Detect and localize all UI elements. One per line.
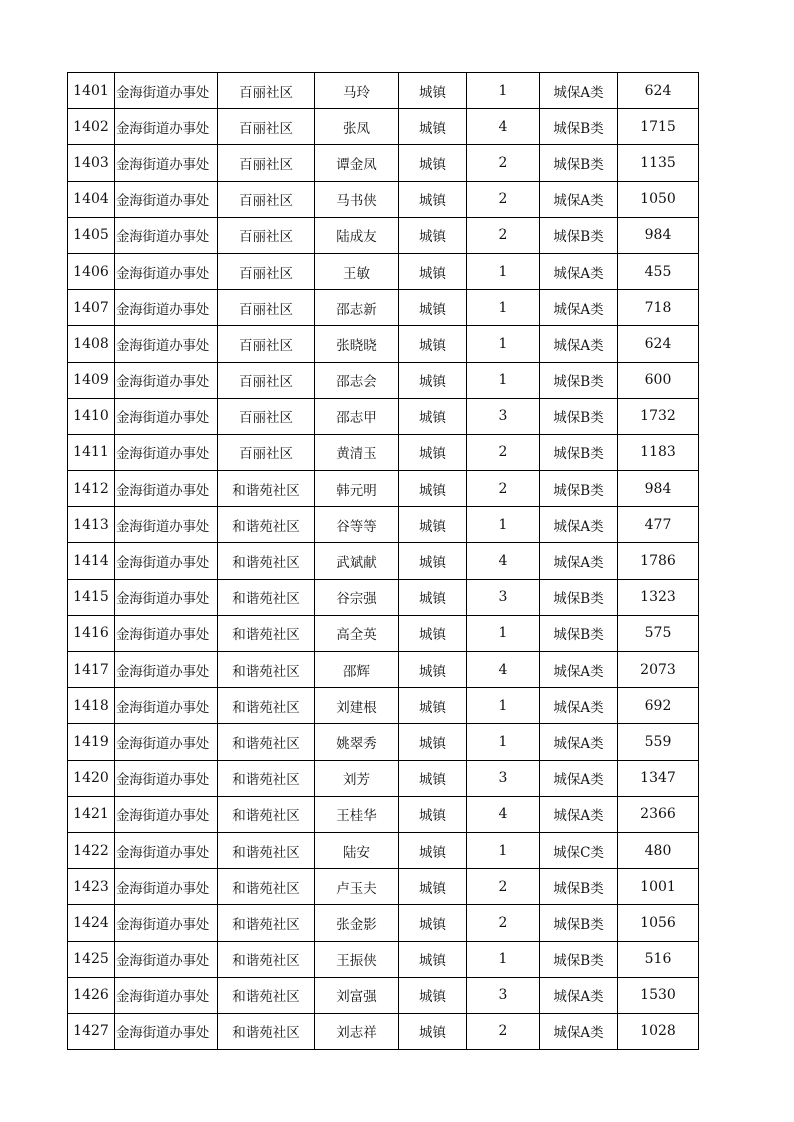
- cell-amount: 624: [618, 73, 699, 109]
- cell-category: 城保A类: [540, 326, 618, 362]
- cell-name: 王敏: [315, 253, 399, 289]
- cell-community: 百丽社区: [218, 73, 315, 109]
- cell-amount: 1323: [618, 579, 699, 615]
- cell-area: 城镇: [399, 217, 467, 253]
- cell-community: 百丽社区: [218, 362, 315, 398]
- cell-area: 城镇: [399, 362, 467, 398]
- cell-household-count: 3: [467, 760, 540, 796]
- cell-serial-number: 1425: [68, 941, 115, 977]
- cell-name: 刘富强: [315, 977, 399, 1013]
- cell-community: 和谐苑社区: [218, 543, 315, 579]
- cell-community: 百丽社区: [218, 145, 315, 181]
- cell-name: 张金影: [315, 905, 399, 941]
- table-row: [68, 471, 699, 507]
- cell-category: 城保A类: [540, 507, 618, 543]
- table-row: [68, 579, 699, 615]
- table-row: [68, 688, 699, 724]
- cell-office: 金海街道办事处: [115, 543, 218, 579]
- roster-body: [68, 73, 699, 1050]
- table-row: [68, 832, 699, 868]
- cell-name: 刘建根: [315, 688, 399, 724]
- cell-serial-number: 1416: [68, 615, 115, 651]
- cell-area: 城镇: [399, 615, 467, 651]
- cell-name: 韩元明: [315, 471, 399, 507]
- cell-area: 城镇: [399, 398, 467, 434]
- cell-category: 城保B类: [540, 145, 618, 181]
- cell-household-count: 2: [467, 905, 540, 941]
- cell-area: 城镇: [399, 760, 467, 796]
- cell-household-count: 2: [467, 145, 540, 181]
- cell-household-count: 1: [467, 832, 540, 868]
- cell-category: 城保A类: [540, 688, 618, 724]
- roster-table: [67, 72, 699, 1050]
- cell-household-count: 3: [467, 977, 540, 1013]
- cell-office: 金海街道办事处: [115, 796, 218, 832]
- table-row: [68, 543, 699, 579]
- cell-serial-number: 1407: [68, 290, 115, 326]
- cell-serial-number: 1405: [68, 217, 115, 253]
- table-row: [68, 326, 699, 362]
- cell-area: 城镇: [399, 796, 467, 832]
- cell-area: 城镇: [399, 109, 467, 145]
- cell-category: 城保A类: [540, 1013, 618, 1049]
- cell-area: 城镇: [399, 905, 467, 941]
- cell-household-count: 4: [467, 543, 540, 579]
- cell-serial-number: 1402: [68, 109, 115, 145]
- cell-household-count: 1: [467, 73, 540, 109]
- cell-category: 城保A类: [540, 724, 618, 760]
- cell-household-count: 1: [467, 615, 540, 651]
- cell-community: 百丽社区: [218, 290, 315, 326]
- cell-community: 和谐苑社区: [218, 507, 315, 543]
- table-row: [68, 652, 699, 688]
- cell-area: 城镇: [399, 724, 467, 760]
- cell-amount: 516: [618, 941, 699, 977]
- cell-office: 金海街道办事处: [115, 507, 218, 543]
- cell-amount: 1732: [618, 398, 699, 434]
- table-row: [68, 73, 699, 109]
- cell-amount: 1347: [618, 760, 699, 796]
- cell-category: 城保B类: [540, 434, 618, 470]
- table-row: [68, 977, 699, 1013]
- cell-name: 张凤: [315, 109, 399, 145]
- cell-household-count: 2: [467, 1013, 540, 1049]
- cell-category: 城保B类: [540, 905, 618, 941]
- cell-category: 城保A类: [540, 977, 618, 1013]
- cell-office: 金海街道办事处: [115, 471, 218, 507]
- table-row: [68, 181, 699, 217]
- cell-community: 和谐苑社区: [218, 760, 315, 796]
- cell-amount: 575: [618, 615, 699, 651]
- cell-category: 城保B类: [540, 579, 618, 615]
- cell-area: 城镇: [399, 579, 467, 615]
- cell-serial-number: 1427: [68, 1013, 115, 1049]
- cell-amount: 2366: [618, 796, 699, 832]
- cell-office: 金海街道办事处: [115, 326, 218, 362]
- cell-serial-number: 1422: [68, 832, 115, 868]
- cell-community: 和谐苑社区: [218, 941, 315, 977]
- cell-serial-number: 1419: [68, 724, 115, 760]
- cell-office: 金海街道办事处: [115, 398, 218, 434]
- table-row: [68, 724, 699, 760]
- cell-area: 城镇: [399, 977, 467, 1013]
- cell-area: 城镇: [399, 688, 467, 724]
- cell-name: 武斌献: [315, 543, 399, 579]
- cell-household-count: 1: [467, 326, 540, 362]
- cell-serial-number: 1424: [68, 905, 115, 941]
- cell-name: 谷等等: [315, 507, 399, 543]
- cell-serial-number: 1413: [68, 507, 115, 543]
- cell-serial-number: 1401: [68, 73, 115, 109]
- cell-serial-number: 1403: [68, 145, 115, 181]
- cell-category: 城保A类: [540, 796, 618, 832]
- table-row: [68, 362, 699, 398]
- cell-serial-number: 1411: [68, 434, 115, 470]
- cell-category: 城保A类: [540, 652, 618, 688]
- cell-category: 城保B类: [540, 362, 618, 398]
- cell-office: 金海街道办事处: [115, 145, 218, 181]
- cell-office: 金海街道办事处: [115, 434, 218, 470]
- cell-household-count: 1: [467, 688, 540, 724]
- cell-serial-number: 1417: [68, 652, 115, 688]
- cell-amount: 718: [618, 290, 699, 326]
- cell-serial-number: 1421: [68, 796, 115, 832]
- cell-serial-number: 1414: [68, 543, 115, 579]
- cell-office: 金海街道办事处: [115, 362, 218, 398]
- cell-area: 城镇: [399, 73, 467, 109]
- cell-category: 城保A类: [540, 543, 618, 579]
- cell-serial-number: 1415: [68, 579, 115, 615]
- cell-serial-number: 1404: [68, 181, 115, 217]
- cell-name: 姚翠秀: [315, 724, 399, 760]
- cell-office: 金海街道办事处: [115, 579, 218, 615]
- cell-serial-number: 1426: [68, 977, 115, 1013]
- cell-household-count: 3: [467, 398, 540, 434]
- cell-community: 百丽社区: [218, 253, 315, 289]
- cell-name: 黄清玉: [315, 434, 399, 470]
- cell-area: 城镇: [399, 253, 467, 289]
- cell-category: 城保B类: [540, 941, 618, 977]
- cell-area: 城镇: [399, 507, 467, 543]
- table-row: [68, 290, 699, 326]
- cell-household-count: 3: [467, 579, 540, 615]
- cell-category: 城保A类: [540, 760, 618, 796]
- cell-area: 城镇: [399, 326, 467, 362]
- cell-household-count: 1: [467, 362, 540, 398]
- cell-amount: 455: [618, 253, 699, 289]
- cell-area: 城镇: [399, 941, 467, 977]
- cell-serial-number: 1412: [68, 471, 115, 507]
- cell-household-count: 1: [467, 290, 540, 326]
- cell-office: 金海街道办事处: [115, 73, 218, 109]
- cell-amount: 1050: [618, 181, 699, 217]
- cell-office: 金海街道办事处: [115, 905, 218, 941]
- cell-category: 城保C类: [540, 832, 618, 868]
- cell-community: 和谐苑社区: [218, 688, 315, 724]
- cell-area: 城镇: [399, 181, 467, 217]
- cell-area: 城镇: [399, 434, 467, 470]
- cell-name: 邵志甲: [315, 398, 399, 434]
- cell-household-count: 4: [467, 796, 540, 832]
- cell-name: 谭金凤: [315, 145, 399, 181]
- cell-household-count: 2: [467, 181, 540, 217]
- table-row: [68, 615, 699, 651]
- cell-office: 金海街道办事处: [115, 290, 218, 326]
- cell-name: 高全英: [315, 615, 399, 651]
- cell-office: 金海街道办事处: [115, 217, 218, 253]
- cell-category: 城保B类: [540, 109, 618, 145]
- cell-household-count: 1: [467, 941, 540, 977]
- cell-office: 金海街道办事处: [115, 181, 218, 217]
- cell-amount: 1056: [618, 905, 699, 941]
- cell-amount: 984: [618, 471, 699, 507]
- cell-community: 和谐苑社区: [218, 869, 315, 905]
- cell-community: 百丽社区: [218, 434, 315, 470]
- cell-community: 和谐苑社区: [218, 724, 315, 760]
- cell-community: 和谐苑社区: [218, 615, 315, 651]
- cell-serial-number: 1410: [68, 398, 115, 434]
- cell-name: 谷宗强: [315, 579, 399, 615]
- cell-category: 城保B类: [540, 471, 618, 507]
- table-row: [68, 905, 699, 941]
- cell-name: 刘芳: [315, 760, 399, 796]
- cell-office: 金海街道办事处: [115, 760, 218, 796]
- cell-name: 陆成友: [315, 217, 399, 253]
- cell-office: 金海街道办事处: [115, 832, 218, 868]
- cell-community: 和谐苑社区: [218, 471, 315, 507]
- cell-serial-number: 1420: [68, 760, 115, 796]
- cell-name: 卢玉夫: [315, 869, 399, 905]
- cell-name: 马玲: [315, 73, 399, 109]
- cell-name: 刘志祥: [315, 1013, 399, 1049]
- cell-household-count: 1: [467, 253, 540, 289]
- cell-household-count: 2: [467, 869, 540, 905]
- cell-amount: 984: [618, 217, 699, 253]
- cell-amount: 1001: [618, 869, 699, 905]
- cell-office: 金海街道办事处: [115, 941, 218, 977]
- cell-community: 和谐苑社区: [218, 1013, 315, 1049]
- table-row: [68, 398, 699, 434]
- cell-office: 金海街道办事处: [115, 724, 218, 760]
- table-row: [68, 109, 699, 145]
- cell-community: 百丽社区: [218, 398, 315, 434]
- cell-category: 城保B类: [540, 398, 618, 434]
- cell-household-count: 1: [467, 507, 540, 543]
- table-row: [68, 217, 699, 253]
- cell-office: 金海街道办事处: [115, 977, 218, 1013]
- cell-amount: 1530: [618, 977, 699, 1013]
- cell-amount: 1786: [618, 543, 699, 579]
- cell-category: 城保B类: [540, 615, 618, 651]
- cell-name: 王振侠: [315, 941, 399, 977]
- cell-area: 城镇: [399, 471, 467, 507]
- cell-name: 马书侠: [315, 181, 399, 217]
- cell-household-count: 2: [467, 471, 540, 507]
- cell-household-count: 4: [467, 109, 540, 145]
- cell-name: 陆安: [315, 832, 399, 868]
- cell-serial-number: 1418: [68, 688, 115, 724]
- cell-household-count: 1: [467, 724, 540, 760]
- table-row: [68, 507, 699, 543]
- cell-amount: 559: [618, 724, 699, 760]
- cell-community: 和谐苑社区: [218, 905, 315, 941]
- cell-amount: 480: [618, 832, 699, 868]
- cell-category: 城保B类: [540, 869, 618, 905]
- cell-community: 百丽社区: [218, 181, 315, 217]
- cell-office: 金海街道办事处: [115, 253, 218, 289]
- cell-amount: 1183: [618, 434, 699, 470]
- cell-category: 城保A类: [540, 181, 618, 217]
- cell-name: 张晓晓: [315, 326, 399, 362]
- cell-name: 邵志新: [315, 290, 399, 326]
- cell-office: 金海街道办事处: [115, 1013, 218, 1049]
- cell-household-count: 4: [467, 652, 540, 688]
- cell-household-count: 2: [467, 434, 540, 470]
- cell-office: 金海街道办事处: [115, 688, 218, 724]
- cell-household-count: 2: [467, 217, 540, 253]
- cell-office: 金海街道办事处: [115, 615, 218, 651]
- cell-community: 和谐苑社区: [218, 579, 315, 615]
- cell-community: 和谐苑社区: [218, 832, 315, 868]
- cell-category: 城保A类: [540, 253, 618, 289]
- cell-amount: 477: [618, 507, 699, 543]
- cell-amount: 1135: [618, 145, 699, 181]
- cell-area: 城镇: [399, 1013, 467, 1049]
- table-row: [68, 1013, 699, 1049]
- cell-serial-number: 1423: [68, 869, 115, 905]
- cell-office: 金海街道办事处: [115, 652, 218, 688]
- cell-amount: 624: [618, 326, 699, 362]
- cell-area: 城镇: [399, 832, 467, 868]
- table-row: [68, 145, 699, 181]
- cell-community: 百丽社区: [218, 217, 315, 253]
- cell-name: 邵志会: [315, 362, 399, 398]
- cell-office: 金海街道办事处: [115, 109, 218, 145]
- cell-area: 城镇: [399, 869, 467, 905]
- cell-serial-number: 1408: [68, 326, 115, 362]
- cell-category: 城保A类: [540, 290, 618, 326]
- table-row: [68, 253, 699, 289]
- cell-category: 城保A类: [540, 73, 618, 109]
- cell-community: 和谐苑社区: [218, 652, 315, 688]
- cell-office: 金海街道办事处: [115, 869, 218, 905]
- cell-name: 邵辉: [315, 652, 399, 688]
- cell-amount: 692: [618, 688, 699, 724]
- table-row: [68, 796, 699, 832]
- cell-amount: 600: [618, 362, 699, 398]
- table-row: [68, 434, 699, 470]
- cell-name: 王桂华: [315, 796, 399, 832]
- cell-amount: 1028: [618, 1013, 699, 1049]
- table-row: [68, 760, 699, 796]
- cell-community: 百丽社区: [218, 109, 315, 145]
- cell-amount: 2073: [618, 652, 699, 688]
- cell-area: 城镇: [399, 290, 467, 326]
- cell-community: 和谐苑社区: [218, 796, 315, 832]
- cell-area: 城镇: [399, 652, 467, 688]
- cell-community: 百丽社区: [218, 326, 315, 362]
- cell-category: 城保B类: [540, 217, 618, 253]
- cell-amount: 1715: [618, 109, 699, 145]
- cell-area: 城镇: [399, 145, 467, 181]
- table-row: [68, 941, 699, 977]
- cell-community: 和谐苑社区: [218, 977, 315, 1013]
- cell-serial-number: 1409: [68, 362, 115, 398]
- cell-area: 城镇: [399, 543, 467, 579]
- table-row: [68, 869, 699, 905]
- cell-serial-number: 1406: [68, 253, 115, 289]
